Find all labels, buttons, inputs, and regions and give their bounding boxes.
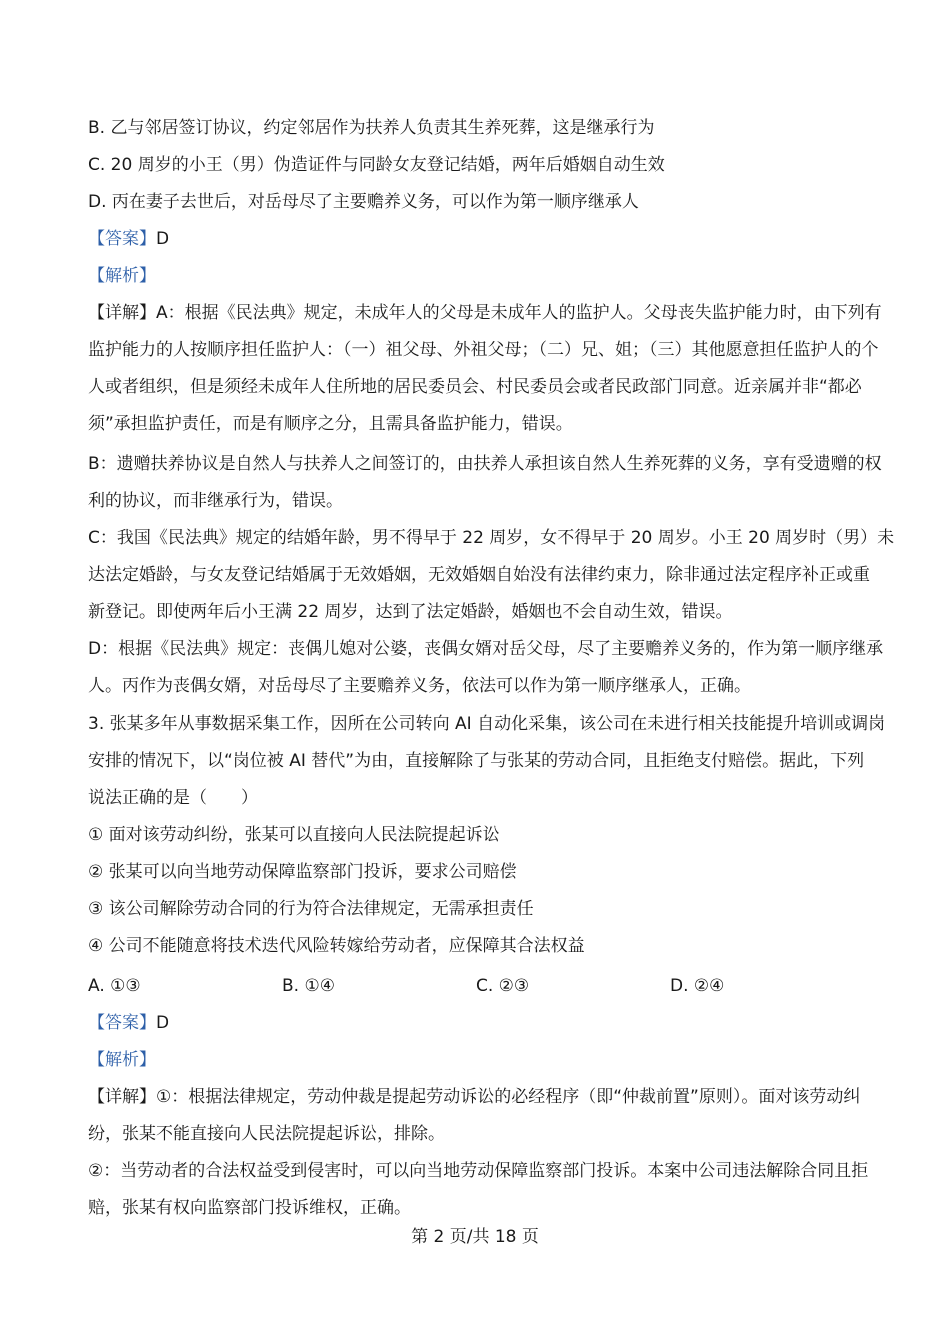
detail-tag: 【详解】 bbox=[88, 303, 156, 323]
q3-answer-line bbox=[88, 1012, 868, 1034]
detail-a-line-3: 人或者组织，但是须经未成年人住所地的居民委员会、村民委员会或者民政部门同意。近亲属并非“都必 bbox=[88, 377, 862, 397]
choice-a: A. ①③ bbox=[88, 976, 141, 996]
statement-2: ② 张某可以向当地劳动保障监察部门投诉，要求公司赔偿 bbox=[88, 862, 517, 882]
q3-detail-1-line-1 bbox=[88, 1086, 868, 1108]
answer-tag: 【答案】 bbox=[88, 1013, 156, 1033]
detail-c-line-2: 达法定婚龄，与女友登记结婚属于无效婚姻，无效婚姻自始没有法律约束力，除非通过法定程序补正或重 bbox=[88, 565, 870, 585]
answer-tag: 【答案】 bbox=[88, 229, 156, 249]
detail-text: A：根据《民法典》规定，未成年人的父母是未成年人的监护人。父母丧失监护能力时，由下列有 bbox=[156, 303, 882, 323]
q3-detail-2-line-1: ②：当劳动者的合法权益受到侵害时，可以向当地劳动保障监察部门投诉。本案中公司违法解除合同且拒 bbox=[88, 1161, 869, 1181]
detail-c-line-3: 新登记。即使两年后小王满 22 周岁，达到了法定婚龄，婚姻也不会自动生效，错误。 bbox=[88, 602, 733, 622]
option-d: D. 丙在妻子去世后，对岳母尽了主要赡养义务，可以作为第一顺序继承人 bbox=[88, 192, 639, 212]
analysis-tag: 【解析】 bbox=[88, 266, 156, 286]
detail-text: ①：根据法律规定，劳动仲裁是提起劳动诉讼的必经程序（即“仲裁前置”原则）。面对该劳动纠 bbox=[156, 1087, 861, 1107]
detail-a-line-2: 监护能力的人按顺序担任监护人：（一）祖父母、外祖父母；（二）兄、姐；（三）其他愿意担任监护人的个 bbox=[88, 340, 879, 360]
q3-detail-2-line-2: 赔，张某有权向监察部门投诉维权，正确。 bbox=[88, 1198, 411, 1218]
q3-analysis-heading bbox=[88, 1049, 868, 1071]
analysis-tag: 【解析】 bbox=[88, 1050, 156, 1070]
answer-value: D bbox=[156, 229, 170, 249]
detail-a-line-4: 须”承担监护责任，而是有顺序之分，且需具备监护能力，错误。 bbox=[88, 414, 573, 434]
question-3-stem-2: 安排的情况下，以“岗位被 AI 替代”为由，直接解除了与张某的劳动合同，且拒绝支付赔偿。据此，下列 bbox=[88, 751, 865, 771]
statement-4: ④ 公司不能随意将技术迭代风险转嫁给劳动者，应保障其合法权益 bbox=[88, 936, 585, 956]
detail-d-line-2: 人。丙作为丧偶女婿，对岳母尽了主要赡养义务，依法可以作为第一顺序继承人，正确。 bbox=[88, 676, 751, 696]
option-b: B. 乙与邻居签订协议，约定邻居作为扶养人负责其生养死葬，这是继承行为 bbox=[88, 118, 655, 138]
question-3-stem-1: 3. 张某多年从事数据采集工作，因所在公司转向 AI 自动化采集，该公司在未进行相关技能提升培训或调岗 bbox=[88, 714, 886, 734]
analysis-heading bbox=[88, 265, 868, 287]
detail-d-line-1: D：根据《民法典》规定：丧偶儿媳对公婆，丧偶女婿对岳父母，尽了主要赡养义务的，作为第一顺序继承 bbox=[88, 639, 884, 659]
detail-c-line-1: C：我国《民法典》规定的结婚年龄，男不得早于 22 周岁，女不得早于 20 周岁。小王 20 周岁时（男）未 bbox=[88, 528, 895, 548]
detail-a-line-1 bbox=[88, 302, 882, 324]
answer-line bbox=[88, 228, 868, 250]
q3-detail-1-line-2: 纷，张某不能直接向人民法院提起诉讼，排除。 bbox=[88, 1124, 445, 1144]
choice-d: D. ②④ bbox=[670, 976, 725, 996]
statement-1: ① 面对该劳动纠纷，张某可以直接向人民法院提起诉讼 bbox=[88, 825, 500, 845]
statement-3: ③ 该公司解除劳动合同的行为符合法律规定，无需承担责任 bbox=[88, 899, 534, 919]
choice-c: C. ②③ bbox=[476, 976, 530, 996]
detail-b-line-1: B：遗赠扶养协议是自然人与扶养人之间签订的，由扶养人承担该自然人生养死葬的义务，享有受遗赠的权 bbox=[88, 454, 882, 474]
choice-b: B. ①④ bbox=[282, 976, 335, 996]
question-3-stem-3: 说法正确的是（ ） bbox=[88, 788, 258, 808]
answer-value: D bbox=[156, 1013, 170, 1033]
option-c: C. 20 周岁的小王（男）伪造证件与同龄女友登记结婚，两年后婚姻自动生效 bbox=[88, 155, 665, 175]
detail-tag: 【详解】 bbox=[88, 1087, 156, 1107]
detail-b-line-2: 利的协议，而非继承行为，错误。 bbox=[88, 491, 343, 511]
page-footer: 第 2 页/共 18 页 bbox=[411, 1227, 539, 1247]
